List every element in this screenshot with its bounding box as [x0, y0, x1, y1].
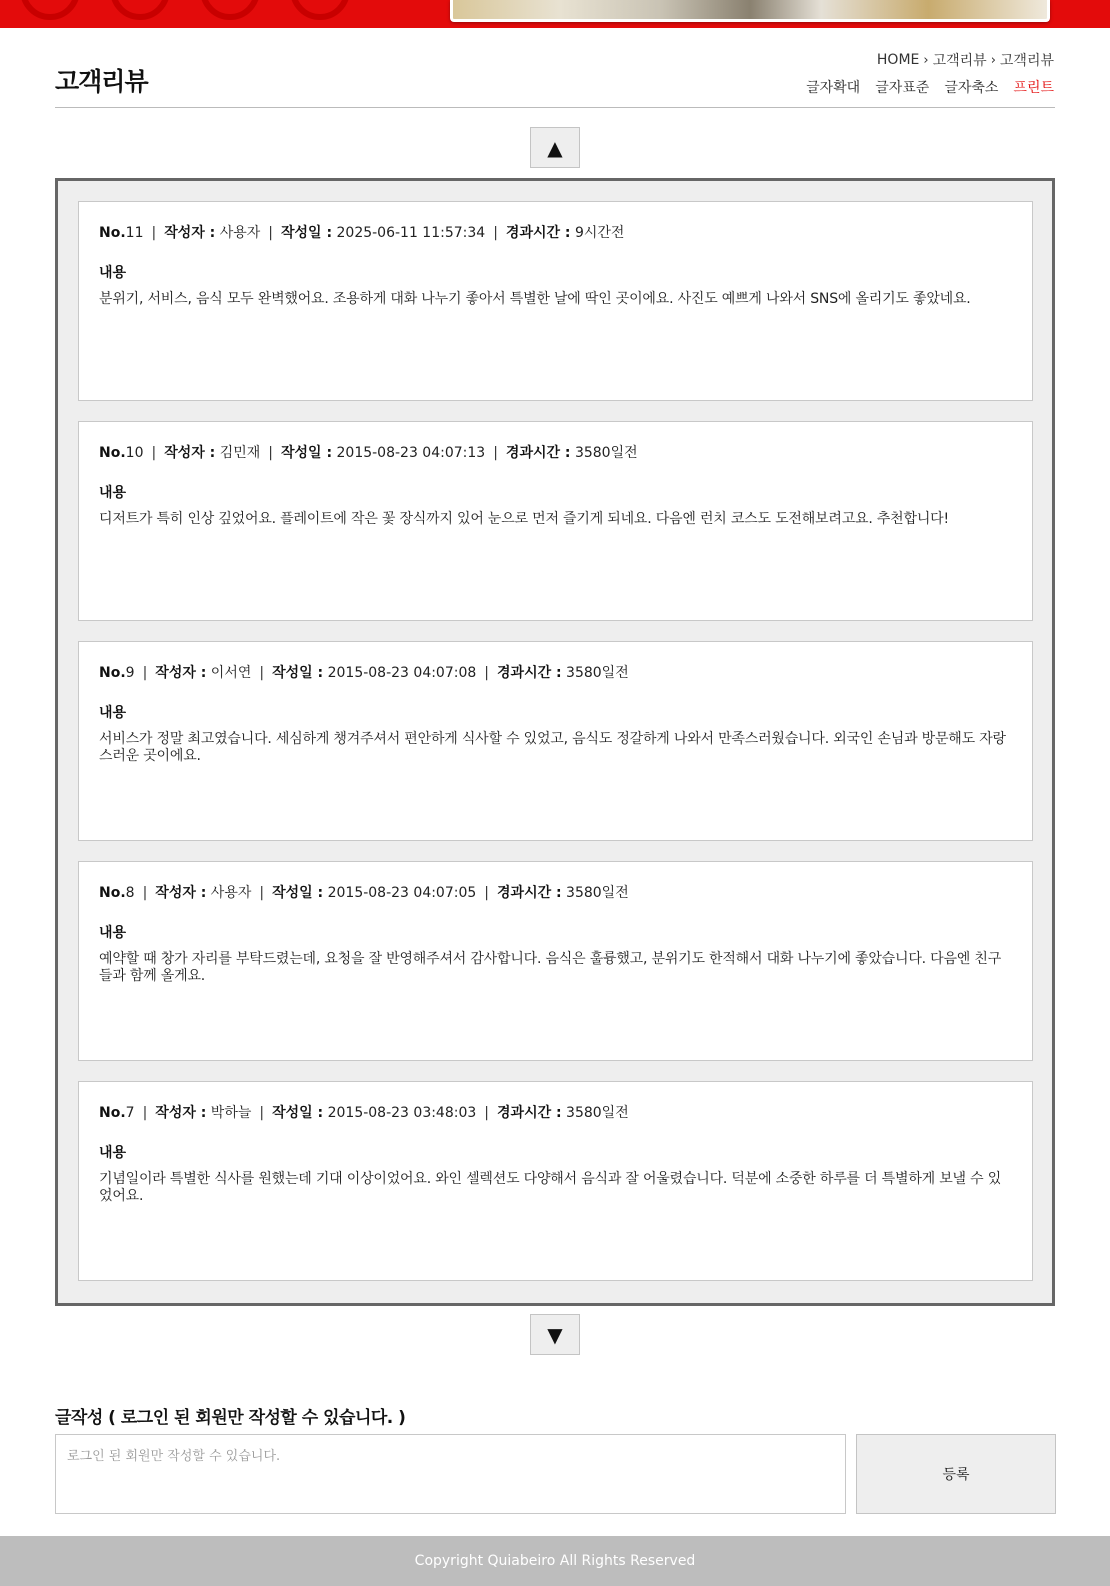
review-author: 박하늘: [210, 1105, 252, 1121]
breadcrumb-current[interactable]: 고객리뷰: [999, 53, 1054, 69]
font-reduce-button[interactable]: 글자축소: [944, 80, 999, 96]
meta-separator: |: [268, 225, 273, 241]
meta-separator: |: [142, 1105, 148, 1121]
review-date-label: 작성일 :: [272, 885, 324, 901]
footer: [0, 1536, 1110, 1586]
chevron-right-icon: ›: [990, 52, 996, 68]
meta-separator: |: [493, 225, 498, 241]
review-no: 7: [125, 1105, 135, 1121]
review-content-label: 내용: [99, 1145, 127, 1161]
review-meta: [99, 882, 1012, 902]
review-author: 김민재: [219, 445, 261, 461]
top-banner: [0, 0, 1110, 28]
breadcrumb-item[interactable]: 고객리뷰: [932, 53, 987, 69]
review-date: 2015-08-23 04:07:13: [336, 445, 486, 461]
review-content-label: 내용: [99, 925, 127, 941]
arrow-down-icon: ▼: [547, 1322, 563, 1347]
review-item: [78, 421, 1033, 621]
review-date: 2015-08-23 04:07:05: [327, 885, 477, 901]
review-content: 예약할 때 창가 자리를 부탁드렸는데, 요청을 잘 반영해주셔서 감사합니다. 음식은 훌륭했고, 분위기도 한적해서 대화 나누기에 좋았습니다. 다음엔 친구들과 함께 올게요.: [99, 951, 1002, 984]
copyright-text: Copyright Quiabeiro All Rights Reserved: [414, 1553, 696, 1569]
meta-separator: |: [151, 445, 157, 461]
meta-separator: |: [484, 1105, 490, 1121]
review-list[interactable]: [55, 178, 1055, 1306]
review-author-label: 작성자 :: [155, 1105, 207, 1121]
review-no-label: No.: [99, 445, 126, 461]
review-input[interactable]: [55, 1434, 846, 1514]
review-elapsed-label: 경과시간 :: [505, 445, 571, 461]
review-date-label: 작성일 :: [272, 1105, 324, 1121]
meta-separator: |: [493, 445, 498, 461]
review-author: 이서연: [210, 665, 252, 681]
review-no-label: No.: [99, 1105, 126, 1121]
review-no-label: No.: [99, 885, 126, 901]
banner-food-photo: [450, 0, 1050, 22]
banner-decoration: [200, 0, 260, 20]
review-content-label: 내용: [99, 705, 127, 721]
banner-decoration: [110, 0, 170, 20]
banner-decoration: [20, 0, 80, 20]
header-divider: [55, 107, 1055, 108]
review-date: 2015-08-23 04:07:08: [327, 665, 477, 681]
review-date-label: 작성일 :: [272, 665, 324, 681]
font-size-tools: [806, 77, 1054, 97]
banner-decoration: [290, 0, 350, 20]
meta-separator: |: [484, 885, 490, 901]
review-elapsed: 3580일전: [574, 445, 638, 461]
review-author-label: 작성자 :: [164, 445, 216, 461]
review-date: 2015-08-23 03:48:03: [327, 1105, 477, 1121]
review-item: [78, 861, 1033, 1061]
review-meta: [99, 662, 1012, 682]
review-item: [78, 1081, 1033, 1281]
review-elapsed-label: 경과시간 :: [497, 1105, 562, 1121]
review-author-label: 작성자 :: [155, 665, 207, 681]
chevron-right-icon: ›: [923, 52, 929, 68]
review-elapsed-label: 경과시간 :: [497, 665, 562, 681]
meta-separator: |: [151, 225, 157, 241]
font-standard-button[interactable]: 글자표준: [875, 80, 930, 96]
review-meta: [99, 442, 1012, 462]
review-item: [78, 201, 1033, 401]
review-content: 디저트가 특히 인상 깊었어요. 플레이트에 작은 꽃 장식까지 있어 눈으로 먼저 즐기게 되네요. 다음엔 런치 코스도 도전해보려고요. 추천합니다!: [99, 511, 949, 527]
review-no: 9: [125, 665, 135, 681]
review-author-label: 작성자 :: [164, 225, 216, 241]
scroll-up-button[interactable]: [530, 127, 580, 168]
meta-separator: |: [484, 665, 490, 681]
review-elapsed-label: 경과시간 :: [505, 225, 571, 241]
meta-separator: |: [259, 885, 265, 901]
review-meta: [99, 1102, 1012, 1122]
review-no-label: No.: [99, 665, 126, 681]
review-date-label: 작성일 :: [281, 225, 333, 241]
review-no: 8: [125, 885, 135, 901]
write-section-title: 글작성 ( 로그인 된 회원만 작성할 수 있습니다. ): [55, 1408, 406, 1428]
review-date: 2025-06-11 11:57:34: [336, 225, 486, 241]
meta-separator: |: [142, 885, 148, 901]
font-enlarge-button[interactable]: 글자확대: [806, 80, 861, 96]
review-no: 11: [125, 225, 144, 241]
breadcrumb: [877, 50, 1054, 70]
breadcrumb-home[interactable]: HOME: [876, 52, 920, 68]
review-author: 사용자: [219, 225, 261, 241]
review-content: 서비스가 정말 최고였습니다. 세심하게 챙겨주셔서 편안하게 식사할 수 있었고, 음식도 정갈하게 나와서 만족스러웠습니다. 외국인 손님과 방문해도 자랑스러운 곳이에요.: [99, 731, 1006, 764]
meta-separator: |: [268, 445, 273, 461]
review-author: 사용자: [210, 885, 252, 901]
review-date-label: 작성일 :: [281, 445, 333, 461]
arrow-up-icon: ▲: [547, 135, 563, 160]
review-elapsed: 3580일전: [566, 665, 629, 681]
review-elapsed: 3580일전: [566, 885, 629, 901]
meta-separator: |: [142, 665, 148, 681]
submit-button[interactable]: 등록: [856, 1434, 1056, 1514]
review-content-label: 내용: [99, 485, 127, 501]
meta-separator: |: [259, 665, 265, 681]
page-title: 고객리뷰: [55, 67, 148, 96]
review-elapsed: 9시간전: [574, 225, 625, 241]
review-content: 기념일이라 특별한 식사를 원했는데 기대 이상이었어요. 와인 셀렉션도 다양해서 음식과 잘 어울렸습니다. 덕분에 소중한 하루를 더 특별하게 보낼 수 있었어요.: [99, 1171, 1002, 1204]
review-content-label: 내용: [99, 265, 127, 281]
review-elapsed-label: 경과시간 :: [497, 885, 562, 901]
review-elapsed: 3580일전: [566, 1105, 629, 1121]
review-item: [78, 641, 1033, 841]
review-author-label: 작성자 :: [155, 885, 207, 901]
review-content: 분위기, 서비스, 음식 모두 완벽했어요. 조용하게 대화 나누기 좋아서 특별한 날에 딱인 곳이에요. 사진도 예쁘게 나와서 SNS에 올리기도 좋았네요.: [99, 291, 971, 307]
review-meta: [99, 222, 1012, 242]
scroll-down-button[interactable]: [530, 1314, 580, 1355]
print-button[interactable]: 프린트: [1013, 80, 1054, 96]
review-no-label: No.: [99, 225, 126, 241]
meta-separator: |: [259, 1105, 265, 1121]
review-no: 10: [125, 445, 144, 461]
